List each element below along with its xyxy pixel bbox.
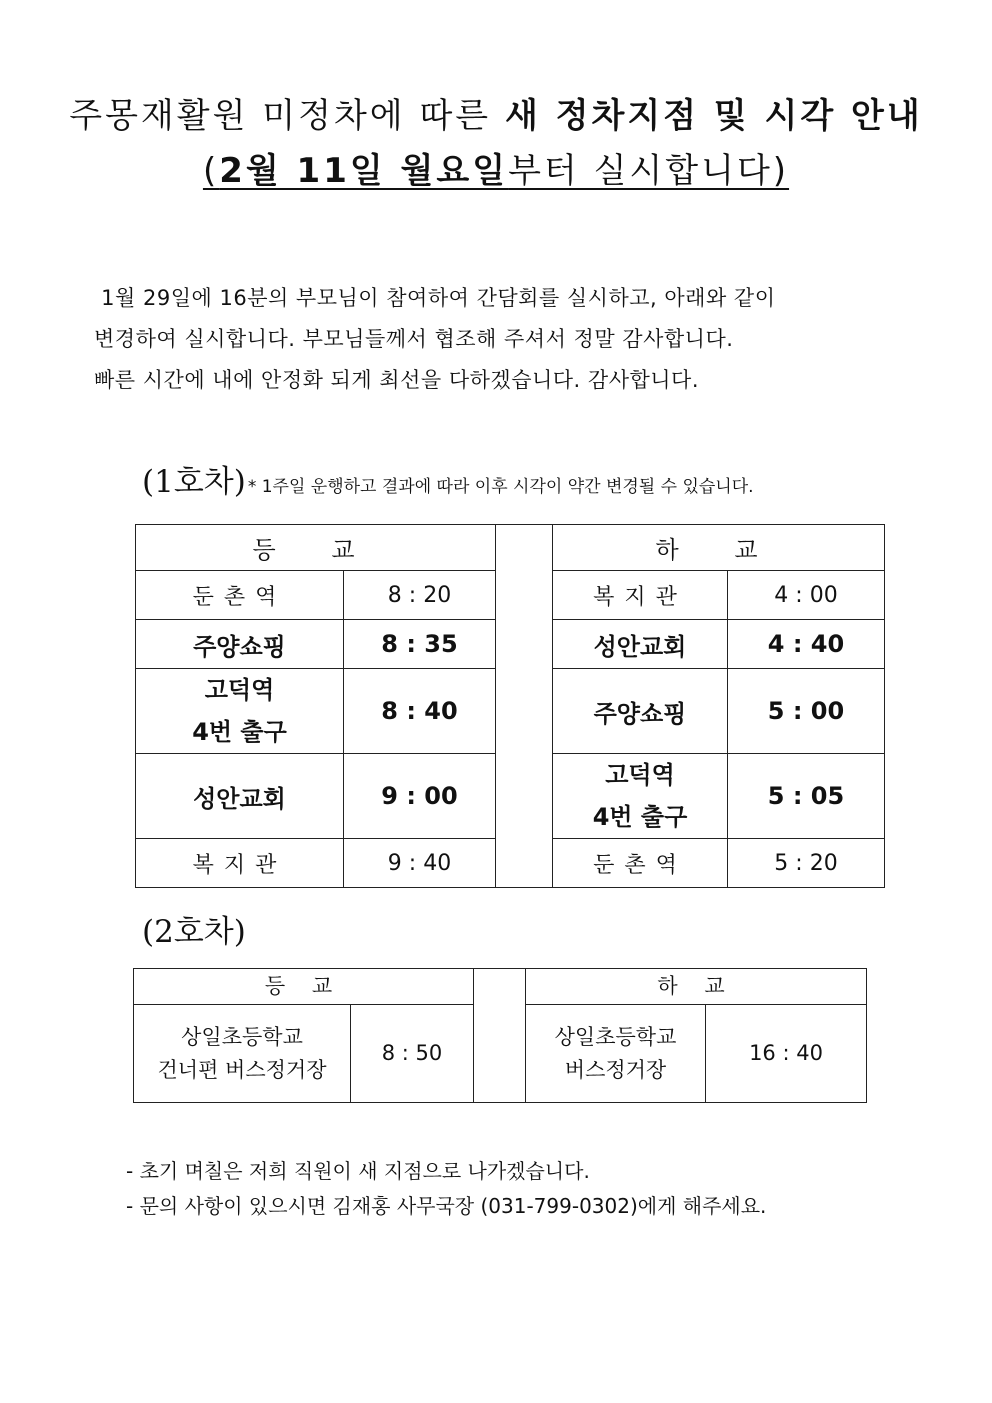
- bus2-afternoon-time: 16 : 40: [706, 1005, 867, 1103]
- intro-line: 1월 29일에 16분의 부모님이 참여하여 간담회를 실시하고, 아래와 같이: [94, 286, 776, 310]
- notice-subtitle: [0, 143, 992, 192]
- bus2-schedule-table: [133, 968, 867, 1103]
- bus1-morning-stop: 복지관: [136, 839, 344, 888]
- bus1-heading: [142, 456, 754, 501]
- stop-line: 고덕역: [605, 761, 675, 789]
- footer-notes: [126, 1154, 766, 1224]
- bus2-label: (2호차): [142, 914, 246, 950]
- bus1-afternoon-time: 4 : 00: [728, 571, 885, 620]
- stop-line: 고덕역: [204, 676, 275, 704]
- table-gap: [474, 969, 526, 1103]
- bus1-afternoon-time: 5 : 20: [728, 839, 885, 888]
- bus2-heading: [142, 906, 246, 951]
- note-line: - 초기 며칠은 저희 직원이 새 지점으로 나가겠습니다.: [126, 1159, 590, 1183]
- stop-line: 4번 출구: [192, 718, 287, 746]
- bus1-morning-time: 9 : 00: [344, 754, 496, 839]
- bus2-morning-time: 8 : 50: [351, 1005, 474, 1103]
- bus1-morning-header: 등 교: [136, 525, 496, 571]
- bus1-morning-time: 8 : 20: [344, 571, 496, 620]
- subtitle-date: 2월 11일 월요일: [219, 151, 509, 191]
- bus1-note: * 1주일 운행하고 결과에 따라 이후 시각이 약간 변경될 수 있습니다.: [247, 477, 754, 497]
- bus1-afternoon-stop: 복지관: [553, 571, 728, 620]
- bus1-morning-stop: 둔촌역: [136, 571, 344, 620]
- title-bold: 새 정차지점 및 시각 안내: [504, 96, 923, 136]
- bus1-morning-stop: [136, 669, 344, 754]
- bus2-afternoon-header: 하 교: [526, 969, 867, 1005]
- intro-paragraph: [94, 278, 776, 401]
- stop-line: 상일초등학교: [554, 1024, 677, 1049]
- bus1-afternoon-time: 5 : 00: [728, 669, 885, 754]
- bus1-morning-time: 8 : 40: [344, 669, 496, 754]
- stop-line: 4번 출구: [592, 803, 688, 831]
- intro-line: 변경하여 실시합니다. 부모님들께서 협조해 주셔서 정말 감사합니다.: [94, 327, 734, 351]
- table-gap: [496, 525, 553, 888]
- bus1-afternoon-header: 하 교: [553, 525, 885, 571]
- bus1-afternoon-stop: 둔촌역: [553, 839, 728, 888]
- subtitle-rest: 부터 실시합니다): [508, 151, 790, 191]
- bus1-afternoon-time: 4 : 40: [728, 620, 885, 669]
- bus1-afternoon-stop: [553, 754, 728, 839]
- intro-line: 빠른 시간에 내에 안정화 되게 최선을 다하겠습니다. 감사합니다.: [94, 368, 700, 392]
- title-normal: 주몽재활원 미정차에 따른: [69, 96, 505, 136]
- bus1-afternoon-stop: 성안교회: [553, 620, 728, 669]
- stop-line: 상일초등학교: [181, 1024, 303, 1049]
- bus2-morning-stop: [134, 1005, 351, 1103]
- bus1-morning-stop: 성안교회: [136, 754, 344, 839]
- bus1-afternoon-stop: 주양쇼핑: [553, 669, 728, 754]
- bus1-morning-stop: 주양쇼핑: [136, 620, 344, 669]
- bus1-schedule-table: [135, 524, 885, 888]
- notice-title: [0, 88, 992, 137]
- bus1-afternoon-time: 5 : 05: [728, 754, 885, 839]
- bus2-afternoon-stop: [526, 1005, 706, 1103]
- bus2-morning-header: 등 교: [134, 969, 474, 1005]
- note-line: - 문의 사항이 있으시면 김재홍 사무국장 (031-799-0302)에게 해주세요.: [126, 1194, 767, 1218]
- stop-line: 버스정거장: [564, 1057, 667, 1082]
- stop-line: 건너편 버스정거장: [157, 1057, 327, 1082]
- bus1-morning-time: 9 : 40: [344, 839, 496, 888]
- bus1-label: (1호차): [142, 464, 246, 500]
- subtitle-open: (: [202, 151, 220, 191]
- bus1-morning-time: 8 : 35: [344, 620, 496, 669]
